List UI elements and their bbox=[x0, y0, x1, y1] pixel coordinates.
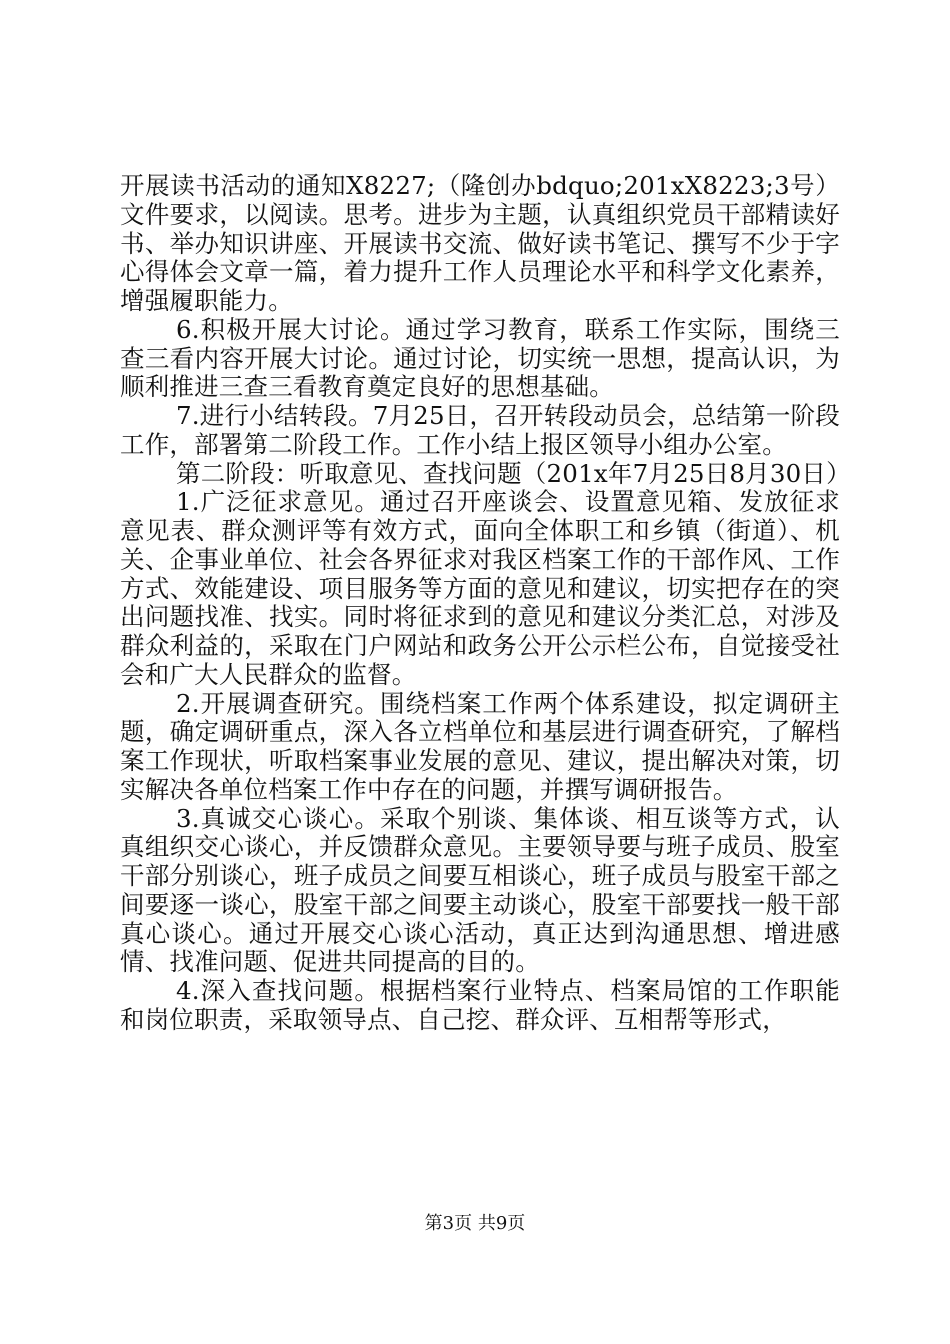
paragraph-6: 2.开展调查研究。围绕档案工作两个体系建设，拟定调研主题，确定调研重点，深入各立档单位和基层进行调查研究，了解档案工作现状，听取档案事业发展的意见、建议，提出解决对策，切实解决各单位档案工作中存在的问题，并撰写调研报告。 bbox=[120, 688, 840, 804]
paragraph-2: 6.积极开展大讨论。通过学习教育，联系工作实际，围绕三查三看内容开展大讨论。通过讨论，切实统一思想，提高认识，为顺利推进三查三看教育奠定良好的思想基础。 bbox=[120, 314, 840, 402]
section-heading: 第二阶段：听取意见、查找问题（201x年7月25日8月30日） bbox=[176, 458, 851, 488]
paragraph-1: 开展读书活动的通知X8227;（隆创办bdquo;201xX8223;3号）文件要求，以阅读。思考。进步为主题，认真组织党员干部精读好书、举办知识讲座、开展读书交流、做好读书笔记、撰写不少于字心得体会文章一篇，着力提升工作人员理论水平和科学文化素养，增强履职能力。 bbox=[120, 171, 840, 315]
paragraph-8: 4.深入查找问题。根据档案行业特点、档案局馆的工作职能和岗位职责，采取领导点、自己挖、群众评、互相帮等形式， bbox=[120, 976, 840, 1034]
document-body bbox=[120, 171, 851, 1035]
paragraph-3: 7.进行小结转段。7月25日，召开转段动员会，总结第一阶段工作，部署第二阶段工作。工作小结上报区领导小组办公室。 bbox=[120, 401, 840, 459]
paragraph-7: 3.真诚交心谈心。采取个别谈、集体谈、相互谈等方式，认真组织交心谈心，并反馈群众意见。主要领导要与班子成员、股室干部分别谈心，班子成员之间要互相谈心，班子成员与股室干部之间要逐一谈心，股室干部之间要主动谈心，股室干部要找一般干部真心谈心。通过开展交心谈心活动，真正达到沟通思想、增进感情、找准问题、促进共同提高的目的。 bbox=[120, 803, 840, 977]
paragraph-5: 1.广泛征求意见。通过召开座谈会、设置意见箱、发放征求意见表、群众测评等有效方式，面向全体职工和乡镇（街道）、机关、企事业单位、社会各界征求对我区档案工作的干部作风、工作方式、效能建设、项目服务等方面的意见和建议，切实把存在的突出问题找准、找实。同时将征求到的意见和建议分类汇总，对涉及群众利益的，采取在门户网站和政务公开公示栏公布，自觉接受社会和广大人民群众的监督。 bbox=[120, 487, 840, 689]
page-number-footer: 第3页 共9页 bbox=[424, 1213, 526, 1234]
